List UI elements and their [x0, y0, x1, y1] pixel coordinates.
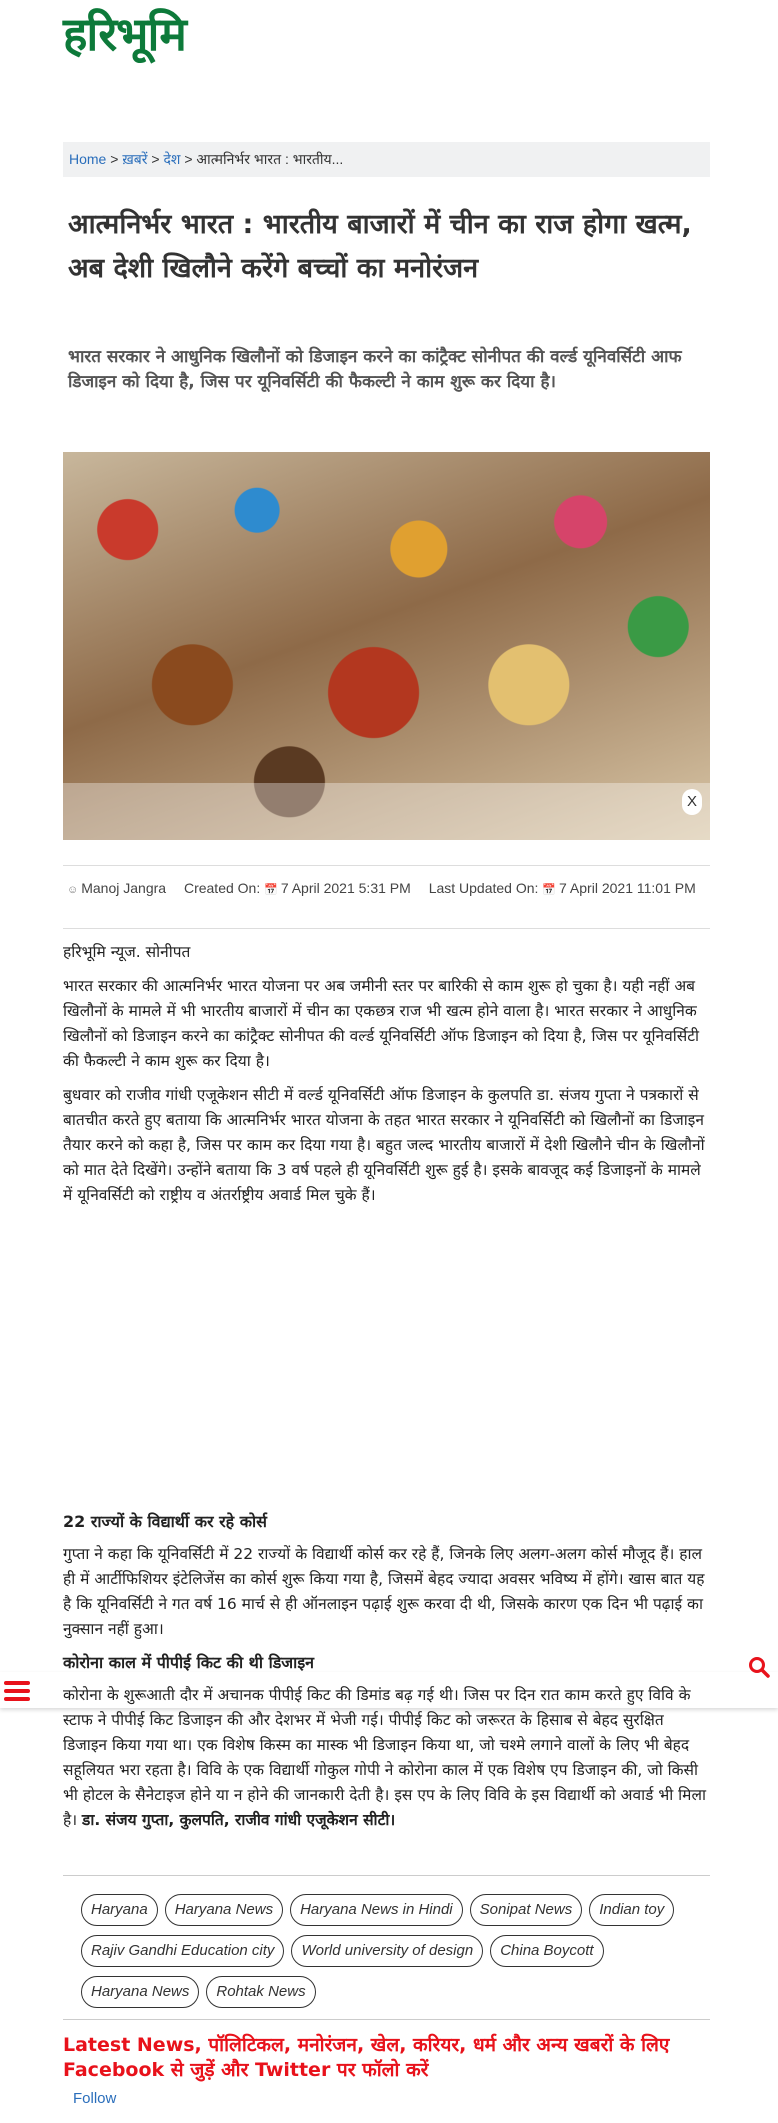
updated-date: 7 April 2021 11:01 PM	[559, 880, 696, 896]
tag[interactable]: Indian toy	[589, 1894, 674, 1926]
image-overlay-strip	[63, 783, 710, 840]
tag[interactable]: Rohtak News	[206, 1976, 315, 2008]
article-meta	[63, 865, 710, 929]
article-body-bottom	[63, 1510, 710, 1842]
breadcrumb-country[interactable]: देश	[163, 151, 181, 167]
article-summary: भारत सरकार ने आधुनिक खिलौनों को डिजाइन करने का कांट्रैक्ट सोनीपत की वर्ल्ड यूनिवर्सिटी आफ डिजाइन को दिया है, जिस पर यूनिवर्सिटी की फैकल्टी ने काम शुरू कर दिया है।	[68, 347, 682, 392]
article-image	[63, 452, 710, 840]
close-button[interactable]: X	[682, 789, 702, 815]
breadcrumb-home[interactable]: Home	[69, 151, 107, 167]
created-label: Created On:	[183, 880, 261, 896]
calendar-icon: 📅	[264, 884, 278, 896]
tag[interactable]: Haryana News	[81, 1976, 199, 2008]
tag[interactable]: Rajiv Gandhi Education city	[81, 1935, 284, 1967]
site-logo[interactable]: हरिभूमि	[63, 7, 186, 61]
calendar-icon: 📅	[542, 884, 557, 896]
paragraph-bold: डा. संजय गुप्ता, कुलपति, राजीव गांधी एजूकेशन सीटी।	[82, 1811, 396, 1829]
tag[interactable]: Haryana News	[165, 1894, 283, 1926]
article-title: आत्मनिर्भर भारत : भारतीय बाजारों में चीन का राज होगा खत्म, अब देशी खिलौने करेंगे बच्चों का मनोरंजन	[68, 209, 692, 284]
dateline: हरिभूमि न्यूज. सोनीपत	[63, 943, 191, 961]
social-cta[interactable]: Latest News, पॉलिटिकल, मनोरंजन, खेल, करियर, धर्म और अन्य खबरों के लिए Facebook से जुड़ें और Twitter पर फॉलो करें	[63, 2034, 670, 2081]
breadcrumb-sep: >	[110, 151, 119, 167]
section-heading: कोरोना काल में पीपीई किट की थी डिजाइन	[63, 1653, 315, 1672]
breadcrumb-sep: >	[184, 151, 193, 167]
tag[interactable]: World university of design	[291, 1935, 483, 1967]
search-icon[interactable]	[748, 1656, 770, 1678]
updated-label: Last Updated On:	[428, 880, 539, 896]
paragraph: गुप्ता ने कहा कि यूनिवर्सिटी में 22 राज्यों के विद्यार्थी कोर्स कर रहे हैं, जिनके लिए अलग-अलग कोर्स मौजूद हैं। हाल ही में आर्टीफिशियर इंटेलिजेंस का कोर्स शुरू किया गया है, जिसमें बेहद ज्यादा अवसर भविष्य में होंगे। खास बात यह है कि यूनिवर्सिटी ने गत वर्ष 16 मार्च से ही ऑनलाइन पढ़ाई शुरू करवा दी थी, जिसके कारण एक दिन भी पढ़ाई का नुक्सान नहीं हुआ।	[63, 1545, 705, 1638]
paragraph	[63, 1683, 710, 1833]
tag[interactable]: Haryana	[81, 1894, 158, 1926]
paragraph: बुधवार को राजीव गांधी एजूकेशन सीटी में वर्ल्ड यूनिवर्सिटी ऑफ डिजाइन के कुलपति डा. संजय गुप्ता ने पत्रकारों से बातचीत करते हुए बताया कि आत्मनिर्भर भारत योजना के तहत भारत सरकार ने यूनिवर्सिटी को खिलौनों का डिजाइन तैयार करने को कहा है, जिस पर काम कर दिया गया है। बहुत जल्द भारतीय बाजारों में देशी खिलौने चीन के खिलौनों को मात देते दिखेंगे। उन्होंने बताया कि 3 वर्ष पहले ही यूनिवर्सिटी शुरू हुई है। इसके बावजूद कई डिजाइनों के मामले में यूनिवर्सिटी को राष्ट्रीय व अंतर्राष्ट्रीय अवार्ड मिल चुके हैं।	[63, 1086, 705, 1204]
tag[interactable]: Haryana News in Hindi	[290, 1894, 463, 1926]
breadcrumb-sep: >	[151, 151, 160, 167]
menu-icon[interactable]	[4, 1681, 30, 1701]
tag[interactable]: Sonipat News	[470, 1894, 583, 1926]
tag[interactable]: China Boycott	[490, 1935, 603, 1967]
paragraph-text: कोरोना के शुरूआती दौर में अचानक पीपीई किट की डिमांड बढ़ गई थी। जिस पर दिन रात काम करते हुए विवि के स्टाफ ने पीपीई किट डिजाइन की और देशभर में भेजी गई। पीपीई किट को जरूरत के हिसाब से बेहद सुरक्षित डिजाइन किया गया था। एक विशेष किस्म का मास्क भी डिजाइन किया था, जो चश्मे लगाने वालों के लिए भी बेहद सहूलियत भरा रहता है। विवि के एक विद्यार्थी गोकुल गोपी ने कोरोना काल में एक विशेष एप डिजाइन की, जो किसी भी होटल के सैनेटाइज होने या न होने की जानकारी देती है। इस एप के लिए विवि के इस विद्यार्थी को अवार्ड भी मिला है।	[63, 1686, 706, 1829]
breadcrumb	[63, 142, 710, 177]
tag-list	[63, 1875, 710, 2020]
section-heading: 22 राज्यों के विद्यार्थी कर रहे कोर्स	[63, 1512, 267, 1531]
author-name[interactable]: Manoj Jangra	[81, 880, 167, 896]
article-body-top	[63, 940, 710, 1217]
breadcrumb-news[interactable]: ख़बरें	[122, 151, 148, 167]
user-icon: ☺	[67, 884, 79, 896]
breadcrumb-current: आत्मनिर्भर भारत : भारतीय...	[196, 151, 344, 167]
follow-link[interactable]: Follow	[73, 2090, 117, 2107]
paragraph: भारत सरकार की आत्मनिर्भर भारत योजना पर अब जमीनी स्तर पर बारिकी से काम शुरू हो चुका है। यही नहीं अब खिलौनों के मामले में भी भारतीय बाजारों में चीन का एकछत्र राज भी खत्म होने वाला है। भारत सरकार ने आधुनिक खिलौनों को डिजाइन करने का कांट्रैक्ट सोनीपत की वर्ल्ड यूनिवर्सिटी ऑफ डिजाइन को दिया है, जिस पर यूनिवर्सिटी की फैकल्टी ने काम शुरू कर दिया है।	[63, 977, 700, 1070]
created-date: 7 April 2021 5:31 PM	[280, 880, 411, 896]
